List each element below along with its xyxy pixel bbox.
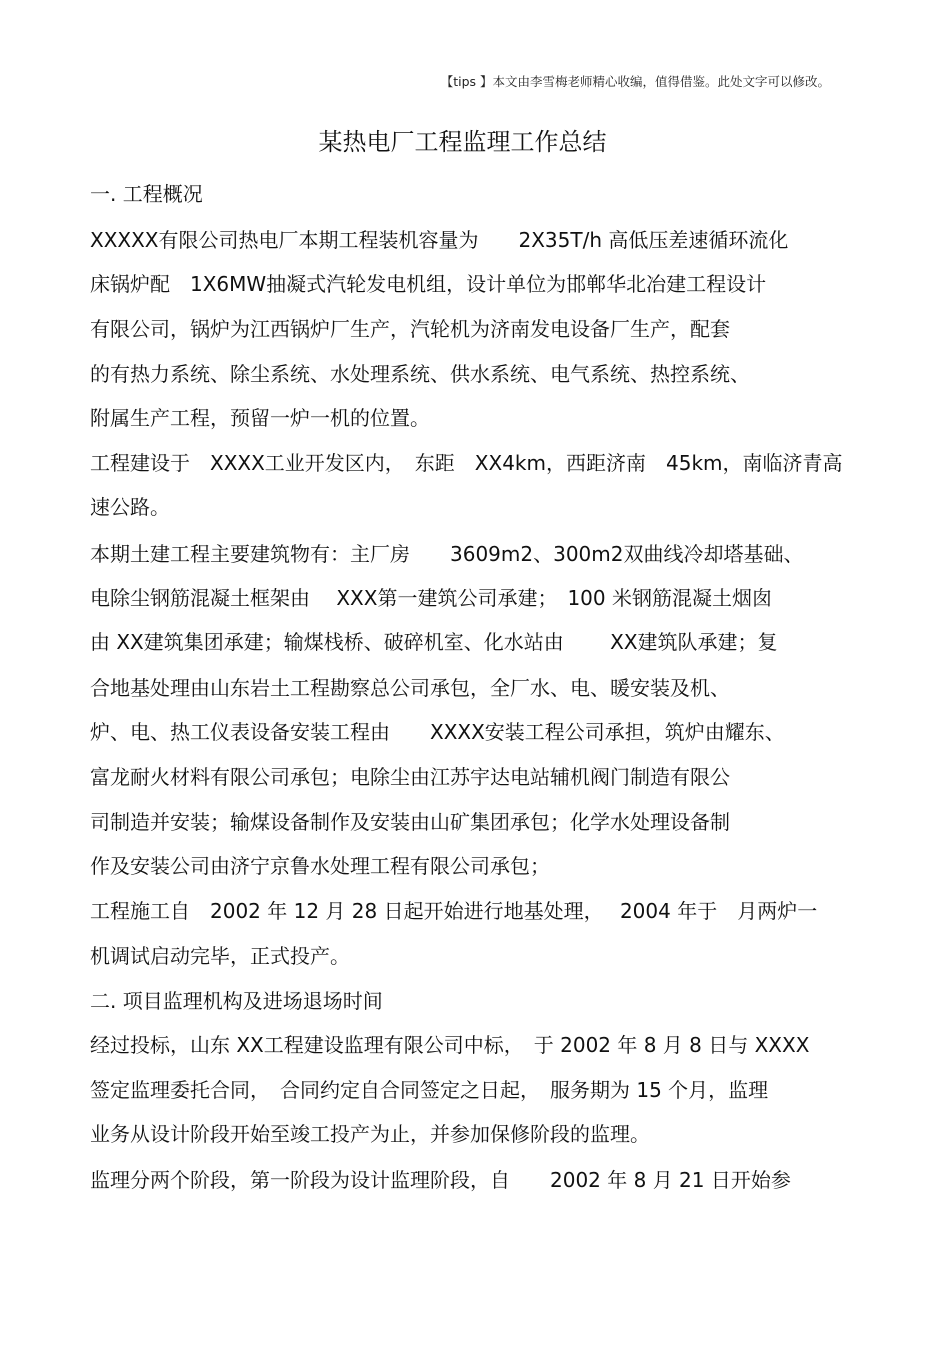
body-line: 床锅炉配 1X6MW抽凝式汽轮发电机组，设计单位为邯郸华北冶建工程设计 — [90, 272, 767, 296]
body-line: 炉、电、热工仪表设备安装工程由 XXXX安装工程公司承担，筑炉由耀东、 — [90, 720, 785, 744]
body-line: 合地基处理由山东岩土工程勘察总公司承包，全厂水、电、暖安装及机、 — [90, 676, 730, 700]
body-line: 工程建设于 XXXX工业开发区内， 东距 XX4km，西距济南 45km，南临济青高 — [90, 451, 843, 475]
body-line: 业务从设计阶段开始至竣工投产为止，并参加保修阶段的监理。 — [90, 1122, 650, 1146]
body-line: 的有热力系统、除尘系统、水处理系统、供水系统、电气系统、热控系统、 — [90, 362, 750, 386]
document-title: 某热电厂工程监理工作总结 — [318, 128, 607, 156]
body-line: 有限公司，锅炉为江西锅炉厂生产，汽轮机为济南发电设备厂生产，配套 — [90, 317, 730, 341]
body-line: 附属生产工程，预留一炉一机的位置。 — [90, 406, 430, 430]
body-line: 监理分两个阶段，第一阶段为设计监理阶段，自 2002 年 8 月 21 日开始参 — [90, 1168, 791, 1192]
body-line: 机调试启动完毕，正式投产。 — [90, 944, 350, 968]
body-line: 作及安装公司由济宁京鲁水处理工程有限公司承包； — [90, 854, 550, 878]
section-heading: 二. 项目监理机构及进场退场时间 — [90, 989, 383, 1013]
body-line: 司制造并安装；输煤设备制作及安装由山矿集团承包；化学水处理设备制 — [90, 810, 730, 834]
body-line: 由 XX建筑集团承建；输煤栈桥、破碎机室、化水站由 XX建筑队承建；复 — [90, 630, 778, 654]
body-line: 富龙耐火材料有限公司承包；电除尘由江苏宇达电站辅机阀门制造有限公 — [90, 765, 730, 789]
tips-note: 【tips 】本文由李雪梅老师精心收编，值得借鉴。此处文字可以修改。 — [440, 74, 830, 89]
body-line: 速公路。 — [90, 495, 170, 519]
body-line: 签定监理委托合同， 合同约定自合同签定之日起， 服务期为 15 个月，监理 — [90, 1078, 769, 1102]
body-line: 电除尘钢筋混凝土框架由 XXX第一建筑公司承建； 100 米钢筋混凝土烟囱 — [90, 586, 772, 610]
section-heading: 一. 工程概况 — [90, 182, 203, 206]
body-line: 工程施工自 2002 年 12 月 28 日起开始进行地基处理， 2004 年于 月两炉一 — [90, 899, 818, 923]
body-line: XXXXX有限公司热电厂本期工程装机容量为 2X35T/h 高低压差速循环流化 — [90, 228, 789, 252]
body-line: 经过投标，山东 XX工程建设监理有限公司中标， 于 2002 年 8 月 8 日与 XXXX — [90, 1033, 810, 1057]
body-line: 本期土建工程主要建筑物有：主厂房 3609m2、300m2双曲线冷却塔基础、 — [90, 542, 804, 566]
